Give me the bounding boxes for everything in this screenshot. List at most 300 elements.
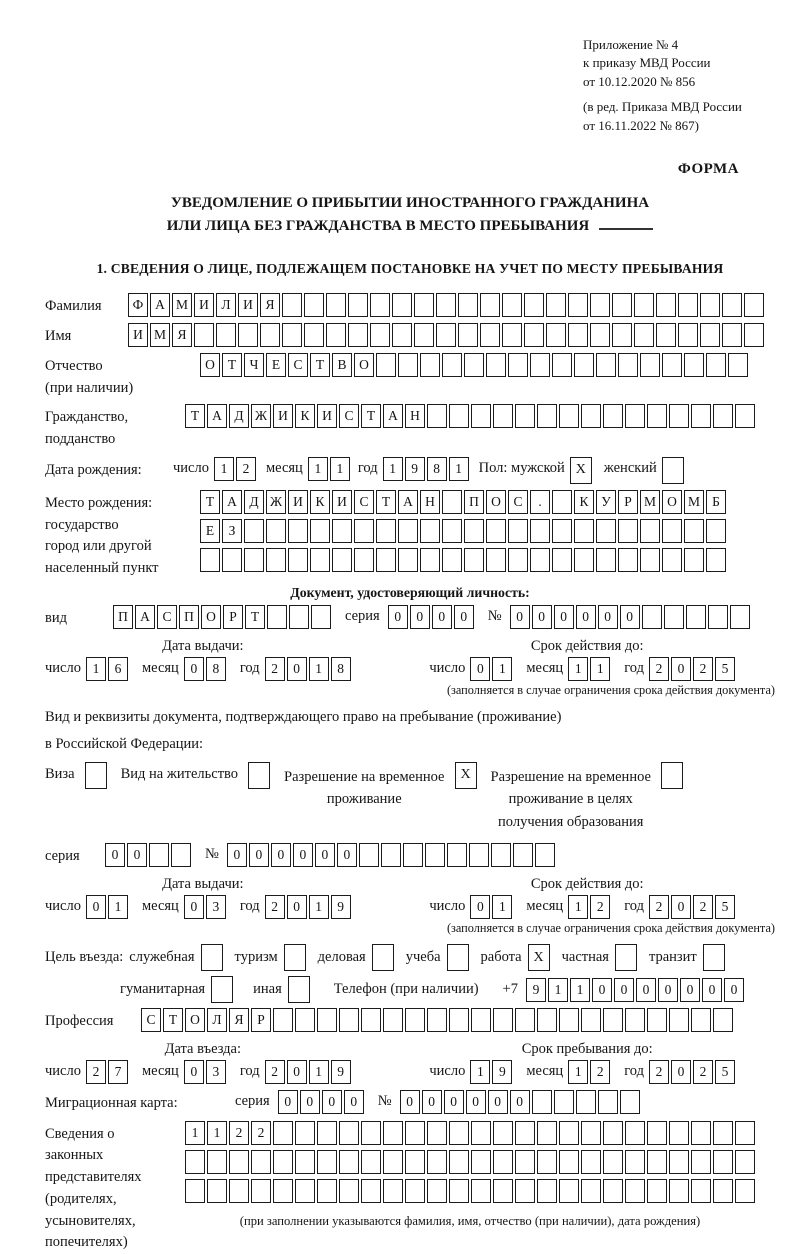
char-box: [185, 1150, 205, 1174]
doc-number-label: №: [487, 607, 502, 624]
char-box: [449, 1121, 469, 1145]
char-box: 1: [449, 457, 469, 481]
char-box: [405, 1121, 425, 1145]
field-legal-reps: [45, 1121, 775, 1254]
char-box: [288, 519, 308, 543]
char-box: 8: [206, 657, 226, 681]
char-box: Р: [251, 1008, 271, 1032]
char-box: [647, 404, 667, 428]
profession-boxes: [141, 1008, 733, 1032]
char-box: 0: [410, 605, 430, 629]
char-box: [537, 1121, 557, 1145]
char-box: Ф: [128, 293, 148, 317]
char-box: 1: [568, 657, 588, 681]
char-box: Е: [266, 353, 286, 377]
char-box: [700, 293, 720, 317]
opt-transit-checkbox: [703, 944, 725, 971]
issue2-date-row: [45, 895, 361, 919]
char-box: [85, 762, 107, 789]
sex-label: Пол: мужской: [478, 459, 565, 476]
day-label: число: [429, 1062, 466, 1079]
char-box: .: [530, 490, 550, 514]
char-box: [691, 1121, 711, 1145]
expiry2-date-row: [429, 895, 745, 919]
doc-series-label: серия: [345, 607, 380, 624]
char-box: 2: [649, 895, 669, 919]
char-box: [559, 1121, 579, 1145]
option-visa: [45, 762, 107, 789]
year-label: год: [239, 659, 260, 676]
char-box: 0: [300, 1090, 320, 1114]
char-box: И: [273, 404, 293, 428]
migration-number-label: №: [377, 1092, 392, 1109]
month-label: месяц: [526, 1062, 564, 1079]
char-box: 0: [184, 895, 204, 919]
doc-series-boxes: [388, 605, 474, 629]
char-box: [486, 353, 506, 377]
title-line1: УВЕДОМЛЕНИЕ О ПРИБЫТИИ ИНОСТРАННОГО ГРАЖДАНИНА: [170, 195, 650, 212]
char-box: 2: [265, 657, 285, 681]
char-box: П: [179, 605, 199, 629]
char-box: [392, 323, 412, 347]
char-box: [427, 404, 447, 428]
char-box: [546, 293, 566, 317]
char-box: 0: [671, 1060, 691, 1084]
char-box: [703, 944, 725, 971]
purpose-options-row1: [129, 944, 724, 971]
char-box: [744, 293, 764, 317]
char-box: [326, 323, 346, 347]
char-box: [640, 353, 660, 377]
char-box: [691, 1179, 711, 1203]
char-box: [713, 404, 733, 428]
char-box: [596, 548, 616, 572]
appendix-line: от 10.12.2020 № 856: [583, 73, 696, 89]
stay-year-boxes: [649, 1060, 735, 1084]
char-box: [464, 353, 484, 377]
char-box: 1: [492, 895, 512, 919]
expiry2-note: (заполняется в случае ограничения срока действия документа): [446, 921, 775, 936]
char-box: [581, 1008, 601, 1032]
page-title: [45, 192, 775, 237]
issue2-day-boxes: [86, 895, 128, 919]
char-box: [706, 353, 726, 377]
char-box: [713, 1179, 733, 1203]
field-purpose: [45, 944, 775, 971]
char-box: 0: [86, 895, 106, 919]
char-box: [289, 605, 309, 629]
appendix-line: к приказу МВД России: [583, 55, 711, 71]
birth-place-label: [45, 490, 200, 580]
char-box: [581, 404, 601, 428]
citizenship-boxes: [185, 404, 755, 428]
legal-reps-label: Сведения о законных представителях (родителях, усыновителях, попечителях): [45, 1125, 142, 1251]
char-box: [532, 1090, 552, 1114]
char-box: [425, 843, 445, 867]
char-box: [656, 293, 676, 317]
issue2-date-heading: Дата выдачи:: [162, 876, 244, 893]
char-box: 8: [331, 657, 351, 681]
opt-business-label: служебная: [129, 949, 195, 966]
field-migration-card: [45, 1090, 775, 1115]
char-box: И: [128, 323, 148, 347]
char-box: [304, 293, 324, 317]
number2-label: №: [205, 846, 219, 863]
char-box: [662, 353, 682, 377]
char-box: 0: [488, 1090, 508, 1114]
char-box: [332, 548, 352, 572]
char-box: О: [662, 490, 682, 514]
residence-permit-label: Вид на жительство: [120, 765, 239, 782]
char-box: [493, 404, 513, 428]
char-box: 0: [466, 1090, 486, 1114]
char-box: [493, 1179, 513, 1203]
entry-date-block: [45, 1041, 361, 1084]
char-box: 2: [265, 1060, 285, 1084]
char-box: [383, 1179, 403, 1203]
char-box: [414, 323, 434, 347]
day-label: число: [429, 898, 466, 915]
char-box: 0: [271, 843, 291, 867]
birth-month-label: месяц: [265, 459, 303, 476]
field-birth-place: [45, 490, 775, 580]
char-box: И: [332, 490, 352, 514]
char-box: Р: [223, 605, 243, 629]
char-box: [559, 404, 579, 428]
char-box: 0: [510, 1090, 530, 1114]
char-box: [634, 293, 654, 317]
birth-place-label-line: государство: [45, 516, 119, 533]
char-box: 1: [568, 895, 588, 919]
char-box: И: [194, 293, 214, 317]
char-box: Р: [618, 490, 638, 514]
char-box: [361, 1008, 381, 1032]
char-box: [273, 1121, 293, 1145]
char-box: [730, 605, 750, 629]
char-box: [420, 519, 440, 543]
char-box: 0: [620, 605, 640, 629]
char-box: [684, 548, 704, 572]
char-box: [449, 1150, 469, 1174]
edu-permit-checkbox: [661, 762, 683, 789]
char-box: [267, 605, 287, 629]
char-box: [295, 1008, 315, 1032]
month-label: месяц: [141, 1062, 179, 1079]
char-box: [524, 323, 544, 347]
char-box: 2: [693, 895, 713, 919]
opt-other-label: иная: [253, 981, 282, 998]
char-box: Т: [376, 490, 396, 514]
char-box: [222, 548, 242, 572]
char-box: М: [684, 490, 704, 514]
char-box: 0: [400, 1090, 420, 1114]
char-box: 1: [207, 1121, 227, 1145]
char-box: [700, 323, 720, 347]
expiry-date-block: [429, 638, 745, 681]
char-box: 2: [693, 657, 713, 681]
legal-reps-row3: [185, 1179, 755, 1203]
field-residence-doc-number: [45, 843, 775, 868]
visa-checkbox: [85, 762, 107, 789]
char-box: [339, 1179, 359, 1203]
migration-series-boxes: [278, 1090, 364, 1114]
stay-month-boxes: [568, 1060, 610, 1084]
char-box: [669, 1008, 689, 1032]
expiry-note: (заполняется в случае ограничения срока действия документа): [446, 682, 775, 697]
char-box: [348, 323, 368, 347]
opt-commercial-label: деловая: [317, 949, 366, 966]
char-box: [684, 353, 704, 377]
char-box: [546, 323, 566, 347]
char-box: [442, 353, 462, 377]
title-line2: ИЛИ ЛИЦА БЕЗ ГРАЖДАНСТВА В МЕСТО ПРЕБЫВАНИЯ: [166, 217, 590, 234]
birth-place-label-line: Место рождения:: [45, 494, 153, 511]
surname-boxes: [128, 293, 764, 317]
char-box: [427, 1150, 447, 1174]
legal-reps-row2: [185, 1150, 755, 1174]
char-box: [664, 605, 684, 629]
opt-study-label: учеба: [405, 949, 441, 966]
issue2-date-block: [45, 876, 361, 919]
field-profession: [45, 1008, 775, 1033]
char-box: 3: [206, 1060, 226, 1084]
series2-boxes: [105, 843, 191, 867]
field-birth-date: [45, 457, 775, 484]
expiry-month-boxes: [568, 657, 610, 681]
char-box: 2: [590, 895, 610, 919]
field-purpose-row2: [120, 976, 775, 1003]
char-box: [304, 323, 324, 347]
field-firstname: [45, 323, 775, 348]
char-box: [317, 1150, 337, 1174]
char-box: [669, 1121, 689, 1145]
char-box: [552, 490, 572, 514]
char-box: О: [486, 490, 506, 514]
char-box: 0: [184, 1060, 204, 1084]
char-box: [339, 1150, 359, 1174]
char-box: [282, 293, 302, 317]
char-box: [361, 1179, 381, 1203]
char-box: [493, 1008, 513, 1032]
char-box: [471, 404, 491, 428]
day-label: число: [45, 1062, 81, 1079]
char-box: [508, 353, 528, 377]
issue-date-block: [45, 638, 361, 681]
char-box: [398, 353, 418, 377]
field-surname: [45, 293, 775, 318]
char-box: [581, 1179, 601, 1203]
residence-doc-dates: [45, 876, 775, 919]
char-box: [661, 762, 683, 789]
char-box: Т: [245, 605, 265, 629]
char-box: [669, 1179, 689, 1203]
char-box: [603, 1008, 623, 1032]
char-box: О: [185, 1008, 205, 1032]
char-box: 0: [671, 895, 691, 919]
phone-prefix: +7: [502, 981, 518, 998]
char-box: [201, 944, 223, 971]
char-box: 0: [680, 978, 700, 1002]
char-box: [530, 548, 550, 572]
opt-work-checkbox: [528, 944, 550, 971]
char-box: 6: [108, 657, 128, 681]
year-label: год: [239, 898, 260, 915]
char-box: [515, 1008, 535, 1032]
char-box: [708, 605, 728, 629]
char-box: [348, 293, 368, 317]
char-box: [370, 323, 390, 347]
issue-year-boxes: [265, 657, 351, 681]
char-box: Т: [310, 353, 330, 377]
expiry-year-boxes: [649, 657, 735, 681]
char-box: [603, 1179, 623, 1203]
char-box: 0: [470, 895, 490, 919]
char-box: С: [157, 605, 177, 629]
opt-business-checkbox: [201, 944, 223, 971]
char-box: 0: [322, 1090, 342, 1114]
char-box: [559, 1008, 579, 1032]
opt-study-checkbox: [447, 944, 469, 971]
char-box: [317, 1179, 337, 1203]
purpose-label: Цель въезда:: [45, 948, 124, 965]
opt-humanitarian-label: гуманитарная: [120, 981, 206, 998]
char-box: [537, 1150, 557, 1174]
char-box: [596, 353, 616, 377]
opt-work-label: работа: [480, 949, 522, 966]
char-box: [471, 1150, 491, 1174]
char-box: [735, 1150, 755, 1174]
char-box: [530, 519, 550, 543]
option-residence-permit: [121, 762, 270, 789]
char-box: 0: [315, 843, 335, 867]
char-box: Т: [200, 490, 220, 514]
char-box: 9: [331, 1060, 351, 1084]
char-box: С: [339, 404, 359, 428]
opt-private-checkbox: [615, 944, 637, 971]
char-box: [442, 519, 462, 543]
edu-permit-label: Разрешение на временное проживание в целях получения образования: [490, 768, 651, 830]
char-box: [361, 1121, 381, 1145]
char-box: 0: [532, 605, 552, 629]
citizenship-label-line1: Гражданство,: [45, 409, 129, 426]
char-box: 5: [715, 657, 735, 681]
birth-year-boxes: [383, 457, 469, 481]
year-label: год: [624, 898, 644, 915]
identity-doc-heading: Документ, удостоверяющий личность:: [290, 584, 530, 600]
char-box: [449, 1008, 469, 1032]
expiry-date-heading: Срок действия до:: [530, 637, 644, 654]
char-box: [647, 1150, 667, 1174]
birth-day-label: число: [173, 459, 209, 476]
char-box: [359, 843, 379, 867]
year-label: год: [239, 1062, 260, 1079]
char-box: [405, 1150, 425, 1174]
option-temp-permit: [284, 762, 476, 811]
opt-tourism-checkbox: [284, 944, 306, 971]
issue-day-boxes: [86, 657, 128, 681]
char-box: С: [288, 353, 308, 377]
birth-place-label-line: город или другой: [45, 538, 152, 555]
char-box: 0: [614, 978, 634, 1002]
title-underline: [599, 228, 653, 230]
month-label: месяц: [526, 659, 564, 676]
char-box: 0: [287, 1060, 307, 1084]
char-box: З: [222, 519, 242, 543]
char-box: 1: [568, 1060, 588, 1084]
char-box: [598, 1090, 618, 1114]
char-box: [713, 1150, 733, 1174]
migration-series-label: серия: [235, 1092, 270, 1109]
char-box: [403, 843, 423, 867]
birth-date-label: Дата рождения:: [45, 461, 142, 478]
amendment-line: от 16.11.2022 № 867): [583, 117, 700, 133]
entry-stay-dates: [45, 1041, 775, 1084]
char-box: А: [135, 605, 155, 629]
char-box: [383, 1150, 403, 1174]
char-box: 1: [590, 657, 610, 681]
char-box: М: [150, 323, 170, 347]
char-box: [238, 323, 258, 347]
char-box: [442, 548, 462, 572]
birth-place-rows: [200, 490, 726, 572]
char-box: В: [332, 353, 352, 377]
char-box: 0: [592, 978, 612, 1002]
char-box: [508, 519, 528, 543]
char-box: [662, 548, 682, 572]
citizenship-label: [45, 404, 185, 451]
char-box: 1: [214, 457, 234, 481]
char-box: [713, 1008, 733, 1032]
char-box: 0: [344, 1090, 364, 1114]
char-box: 9: [331, 895, 351, 919]
char-box: 0: [337, 843, 357, 867]
char-box: [662, 457, 684, 484]
patronymic-label: [45, 353, 200, 400]
stay-until-row: [429, 1060, 745, 1084]
form-label: ФОРМА: [677, 161, 739, 178]
char-box: [515, 404, 535, 428]
field-citizenship: [45, 404, 775, 451]
birth-year-label: год: [357, 459, 378, 476]
char-box: 0: [422, 1090, 442, 1114]
year-label: год: [624, 1062, 644, 1079]
char-box: Ж: [251, 404, 271, 428]
birth-month-boxes: [308, 457, 350, 481]
residence-permit-checkbox: [248, 762, 270, 789]
char-box: [552, 353, 572, 377]
issue-date-row: [45, 657, 361, 681]
expiry2-day-boxes: [470, 895, 512, 919]
char-box: 2: [649, 657, 669, 681]
patronymic-label-line1: Отчество: [45, 357, 103, 374]
char-box: [515, 1121, 535, 1145]
char-box: С: [141, 1008, 161, 1032]
char-box: К: [574, 490, 594, 514]
char-box: 2: [590, 1060, 610, 1084]
char-box: [603, 1150, 623, 1174]
char-box: Л: [207, 1008, 227, 1032]
char-box: [273, 1179, 293, 1203]
char-box: [471, 1179, 491, 1203]
char-box: [691, 404, 711, 428]
birth-place-row3: [200, 548, 726, 572]
char-box: [469, 843, 489, 867]
char-box: 0: [702, 978, 722, 1002]
visa-label: Виза: [45, 765, 75, 782]
char-box: [706, 548, 726, 572]
birth-place-row2: [200, 519, 726, 543]
char-box: [420, 353, 440, 377]
